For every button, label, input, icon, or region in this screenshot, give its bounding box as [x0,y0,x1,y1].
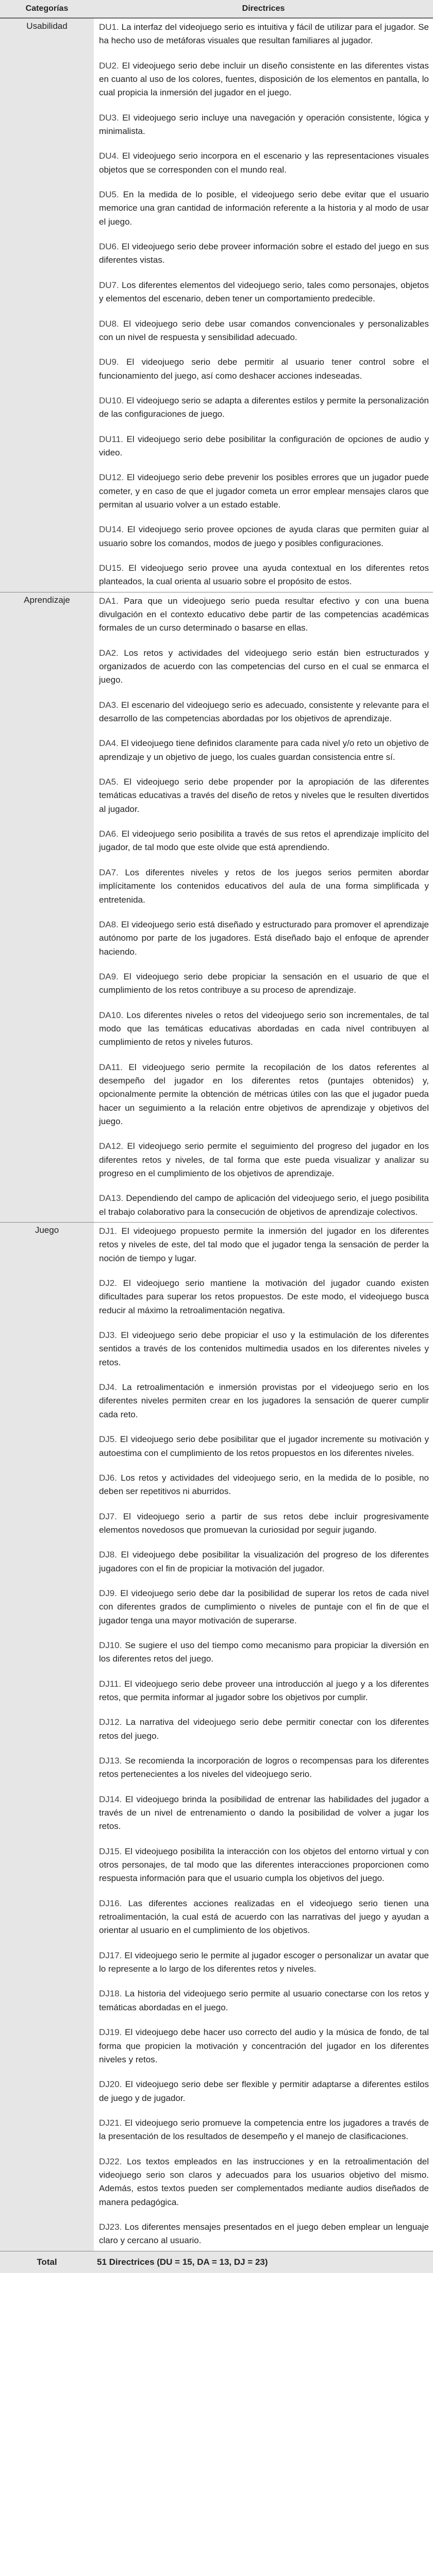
header-directives: Directrices [94,0,433,18]
directive-text: Para que un videojuego serio pueda resultar efectivo y con una buena divulgación en el contexto educativo debe partir de las competencias académicas formales de un curso determinado o basarse en ellas. [99,596,429,633]
directive-code: DU15. [99,563,124,573]
directive-code: DU9. [99,357,119,367]
directive-text: La historia del videojuego serio permite al usuario conectarse con los retos y temáticas abordadas en el juego. [99,1989,429,2012]
directive-text: El escenario del videojuego serio es adecuado, consistente y relevante para el desarrollo de las competencias abordadas por los objetivos de aprendizaje. [99,700,429,724]
directive-text: El videojuego serio debe propiciar el uso y la estimulación de los diferentes sentidos a través de los contenidos multimedia usados en los diferentes niveles y retos. [99,1330,429,1367]
directive-item [99,699,429,726]
directive-code: DU8. [99,318,119,329]
directive-code: DJ7. [99,1511,117,1521]
directive-text: El videojuego serio posibilita a través de sus retos el aprendizaje implícito del jugador, de tal modo que este olvide que está aprendiendo. [99,829,429,853]
directive-text: El videojuego serio debe permitir al usuario tener control sobre el funcionamiento del juego, así como deshacer acciones indeseadas. [99,357,429,381]
directive-code: DA11. [99,1062,123,1072]
total-row [0,2251,433,2273]
directive-item [99,1793,429,1834]
directive-text: El videojuego serio incluye una navegación y operación consistente, lógica y minimalista. [99,112,429,137]
directive-item [99,394,429,421]
directive-item [99,595,429,635]
directive-item [99,647,429,687]
directive-item [99,111,429,139]
directive-code: DA6. [99,829,119,839]
directive-text: Los textos empleados en las instrucciones y en la retroalimentación del videojuego serio son claros y adecuados para los usuarios objetivo del mismo. Además, estos textos pueden ser complementados mediante audios diseñados de manera pedagógica. [99,2156,429,2207]
directive-item [99,1009,429,1049]
directive-code: DJ5. [99,1434,117,1445]
directive-text: El videojuego serio a partir de sus retos debe incluir progresivamente elementos novedosos que promuevan la curiosidad por seguir jugando. [99,1511,429,1535]
directive-code: DJ15. [99,1846,122,1856]
directive-item [99,1548,429,1575]
category-row [0,592,433,1222]
directive-code: DJ14. [99,1794,122,1804]
category-cell: Aprendizaje [0,592,94,1222]
directive-code: DU11. [99,434,123,444]
directive-text: El videojuego serio debe ser flexible y permitir adaptarse a diferentes estilos de juego y de jugador. [99,2079,429,2103]
directive-text: El videojuego serio debe dar la posibilidad de superar los retos de cada nivel con diferentes grados de cumplimiento o niveles de puntaje con el fin de que el jugador tenga una mayor motivación de superarse. [99,1588,429,1625]
directive-code: DJ22. [99,2156,122,2166]
directive-item [99,2155,429,2209]
directive-text: El videojuego serio debe propiciar la sensación en el usuario de que el cumplimiento de los retos contribuye a su proceso de aprendizaje. [99,971,429,995]
directive-item [99,317,429,345]
directive-item [99,1987,429,2014]
total-label: Total [0,2251,94,2273]
directive-text: El videojuego serio debe proveer una introducción al juego y a los diferentes retos, que permita informar al jugador sobre los objetivos por cumplir. [99,1679,429,1702]
directive-code: DJ6. [99,1472,117,1483]
directive-code: DU1. [99,22,119,32]
header-categories: Categorías [0,0,94,18]
directive-item [99,21,429,48]
directive-text: Los retos y actividades del videojuego serio están bien estructurados y organizados de acuerdo con las competencias del curso en el cual se enmarca el juego. [99,648,429,685]
directive-text: El videojuego serio debe posibilitar la configuración de opciones de audio y video. [99,434,429,457]
directive-code: DA2. [99,648,119,658]
directive-code: DU14. [99,524,124,535]
directive-code: DJ1. [99,1226,117,1236]
directive-text: El videojuego serio debe incluir un diseño consistente en las diferentes vistas en cuanto al uso de los colores, fuentes, disposición de los elementos en pantalla, lo cual propicia la inmersión del jugador en el juego. [99,60,429,98]
directive-item [99,866,429,907]
directive-item [99,279,429,306]
directive-text: Las diferentes acciones realizadas en el videojuego serio tienen una retroalimentación, la cual está de acuerdo con las narrativas del juego y ayudan a orientar al usuario en el cumplimiento de los objetivos. [99,1898,429,1936]
directive-item [99,1471,429,1499]
directives-cell [94,18,433,592]
category-cell: Usabilidad [0,18,94,592]
directive-item [99,970,429,997]
directive-item [99,188,429,229]
directive-text: El videojuego serio mantiene la motivación del jugador cuando existen dificultades para superar los retos propuestos. De este modo, el videojuego busca reducir al máximo la retroalimentación negativa. [99,1278,429,1315]
directive-item [99,1677,429,1705]
total-value: 51 Directrices (DU = 15, DA = 13, DJ = 23) [94,2251,433,2273]
directive-code: DJ11. [99,1679,122,1689]
directive-code: DJ21. [99,2117,122,2128]
directive-text: Se sugiere el uso del tiempo como mecanismo para propiciar la diversión en los diferentes retos del juego. [99,1640,429,1664]
directive-text: En la medida de lo posible, el videojuego serio debe evitar que el usuario memorice una gran cantidad de información referente a la historia y al modo de usar el juego. [99,190,429,227]
directive-text: El videojuego propuesto permite la inmersión del jugador en los diferentes retos y niveles de este, del tal modo que el jugador tenga la sensación de perder la noción de tiempo y lugar. [99,1226,429,1263]
directive-code: DJ13. [99,1756,122,1766]
directive-text: El videojuego posibilita la interacción con los objetos del entorno virtual y con otros personajes, de tal modo que las diferentes interacciones proporcionen como respuesta información para que el usuario cumpla los objetivos del juego. [99,1846,429,1884]
directive-item [99,737,429,764]
directive-item [99,1754,429,1782]
directive-text: El videojuego debe posibilitar la visualización del progreso de los diferentes jugadores con el fin de propiciar la motivación del jugador. [99,1550,429,1573]
directive-item [99,1716,429,1743]
directive-code: DJ19. [99,2027,122,2038]
directive-item [99,59,429,100]
directive-code: DJ9. [99,1588,117,1598]
directive-item [99,2026,429,2066]
directive-item [99,1192,429,1219]
directive-text: El videojuego serio incorpora en el escenario y las representaciones visuales objetos que se corresponden con el mundo real. [99,151,429,175]
directive-text: Dependiendo del campo de aplicación del videojuego serio, el juego posibilita el trabajo colaborativo para la consecución de objetivos de aprendizaje colectivos. [99,1193,429,1217]
directive-code: DJ17. [99,1950,122,1960]
directive-code: DJ8. [99,1550,117,1560]
directive-code: DJ4. [99,1382,117,1393]
directive-code: DA9. [99,971,119,981]
directive-code: DJ20. [99,2079,122,2090]
directive-code: DU4. [99,151,119,161]
category-row [0,1223,433,2251]
directive-code: DU7. [99,280,119,290]
directive-text: El videojuego serio promueve la competencia entre los jugadores a través de la presentación de los resultados de desempeño y el manejo de clasificaciones. [99,2117,429,2142]
directive-text: La interfaz del videojuego serio es intuitiva y fácil de utilizar para el jugador. Se ha hecho uso de metáforas visuales que resultan familiares al jugador. [99,22,429,46]
directive-text: La narrativa del videojuego serio debe permitir conectar con los diferentes retos del juego. [99,1717,429,1741]
directive-code: DJ16. [99,1898,122,1908]
directive-text: El videojuego serio se adapta a diferentes estilos y permite la personalización de las configuraciones de juego. [99,395,429,419]
directive-item [99,827,429,855]
category-row [0,18,433,592]
directive-item [99,1140,429,1180]
directives-cell [94,592,433,1222]
directive-code: DJ3. [99,1330,117,1341]
directive-text: Los diferentes niveles y retos de los juegos serios permiten abordar implícitamente los contenidos educativos del aula de una forma simplificada y entretenida. [99,867,429,905]
directive-text: Se recomienda la incorporación de logros o recompensas para los diferentes retos pertenecientes a los niveles del videojuego serio. [99,1756,429,1780]
directive-text: El videojuego serio permite el seguimiento del progreso del jugador en los diferentes retos y niveles, de tal forma que este pueda visualizar y analizar su progreso en el cumplimiento de los objetivos de aprendizaje. [99,1141,429,1178]
directive-code: DJ2. [99,1278,117,1289]
directives-cell [94,1223,433,2251]
directive-code: DJ23. [99,2222,122,2232]
directive-item [99,1510,429,1537]
directive-item [99,523,429,550]
directive-code: DU5. [99,190,119,200]
directive-text: El videojuego serio debe propender por la apropiación de las diferentes temáticas educativas a través del diseño de retos y niveles que le resulten divertidos al jugador. [99,777,429,814]
directive-code: DU2. [99,60,119,71]
directive-code: DA12. [99,1141,124,1151]
directive-code: DU10. [99,395,124,405]
directive-text: El videojuego serio provee opciones de ayuda claras que permiten guiar al usuario sobre los comandos, modos de juego y posibles configuraciones. [99,524,429,548]
directive-item [99,1433,429,1460]
directive-code: DA13. [99,1193,124,1204]
directive-text: El videojuego serio debe usar comandos convencionales y personalizables con un nivel de respuesta y sensibilidad adecuado. [99,318,429,342]
directive-item [99,2221,429,2248]
directive-item [99,1277,429,1317]
directive-item [99,433,429,460]
directive-text: El videojuego serio permite la recopilación de los datos referentes al desempeño del jugador en los diferentes retos (puntajes obtenidos) y, opcionalmente permite la obtención de métricas útiles con las que el jugador pueda hacer un seguimiento a la relación entre objetivos de aprendizaje y objetivos del juego. [99,1062,429,1126]
directive-code: DJ10. [99,1640,122,1650]
directive-item [99,240,429,267]
directive-code: DA8. [99,919,119,929]
directive-item [99,1639,429,1666]
directive-text: Los diferentes mensajes presentados en el juego deben emplear un lenguaje claro y cercano al usuario. [99,2222,429,2246]
directive-text: El videojuego serio le permite al jugador escoger o personalizar un avatar que lo represente a lo largo de los diferentes retos y niveles. [99,1950,429,1974]
table-body [0,18,433,2251]
directive-item [99,2116,429,2144]
category-cell: Juego [0,1223,94,2251]
directive-text: Los diferentes niveles o retos del videojuego serio son incrementales, de tal modo que las temáticas educativas abordadas en cada nivel contribuyen al cumplimiento de retos y niveles futuros. [99,1010,429,1047]
directive-code: DU6. [99,242,119,252]
directive-code: DA5. [99,777,119,787]
table-header-row [0,0,433,18]
directive-code: DJ12. [99,1717,122,1727]
directive-item [99,2078,429,2105]
directive-text: El videojuego serio debe posibilitar que el jugador incremente su motivación y autoestima con el cumplimiento de los retos propuestos en los diferentes niveles. [99,1434,429,1458]
directive-item [99,562,429,589]
directive-code: DA10. [99,1010,124,1020]
directive-item [99,918,429,959]
directive-code: DA3. [99,700,119,710]
directive-text: El videojuego tiene definidos claramente para cada nivel y/o reto un objetivo de aprendizaje y un objetivo de juego, los cuales guardan consistencia entre sí. [99,738,429,762]
directive-code: DA7. [99,867,119,877]
directive-item [99,355,429,383]
directive-item [99,471,429,512]
directive-code: DU12. [99,472,124,483]
directive-item [99,1897,429,1938]
directive-item [99,775,429,816]
directive-code: DJ18. [99,1989,122,1999]
directive-code: DA4. [99,738,119,749]
directive-text: El videojuego serio debe prevenir los posibles errores que un jugador puede cometer, y en caso de que el jugador cometa un error emplear mensajes claros que permitan al usuario volver a un estado estable. [99,472,429,510]
directive-item [99,149,429,177]
directive-text: Los retos y actividades del videojuego serio, en la medida de lo posible, no deben ser repetitivos ni aburridos. [99,1472,429,1497]
directive-code: DA1. [99,596,119,606]
directive-text: El videojuego serio debe proveer información sobre el estado del juego en sus diferentes vistas. [99,242,429,265]
directive-item [99,1225,429,1265]
directive-code: DU3. [99,112,119,123]
directive-text: El videojuego serio está diseñado y estructurado para promover el aprendizaje autónomo por parte de los jugadores. Está diseñado bajo el enfoque de aprender haciendo. [99,919,429,957]
directive-text: El videojuego debe hacer uso correcto del audio y la música de fondo, de tal forma que propicien la motivación y concentración del jugador en los diferentes niveles y retos. [99,2027,429,2064]
directive-text: La retroalimentación e inmersión provistas por el videojuego serio en los diferentes niveles permiten crear en los jugadores la sensación de querer cumplir cada reto. [99,1382,429,1419]
directive-item [99,1949,429,1976]
directive-item [99,1845,429,1886]
directive-item [99,1587,429,1628]
directive-item [99,1061,429,1129]
directive-text: Los diferentes elementos del videojuego serio, tales como personajes, objetos y elementos del escenario, deben tener un comportamiento predecible. [99,280,429,304]
directive-item [99,1329,429,1369]
directive-text: El videojuego serio provee una ayuda contextual en los diferentes retos planteados, la cual orienta al usuario sobre el propósito de estos. [99,563,429,587]
directive-text: El videojuego brinda la posibilidad de entrenar las habilidades del jugador a través de un nivel de entrenamiento o dando la posibilidad de volver a jugar los retos. [99,1794,429,1832]
directive-item [99,1381,429,1421]
